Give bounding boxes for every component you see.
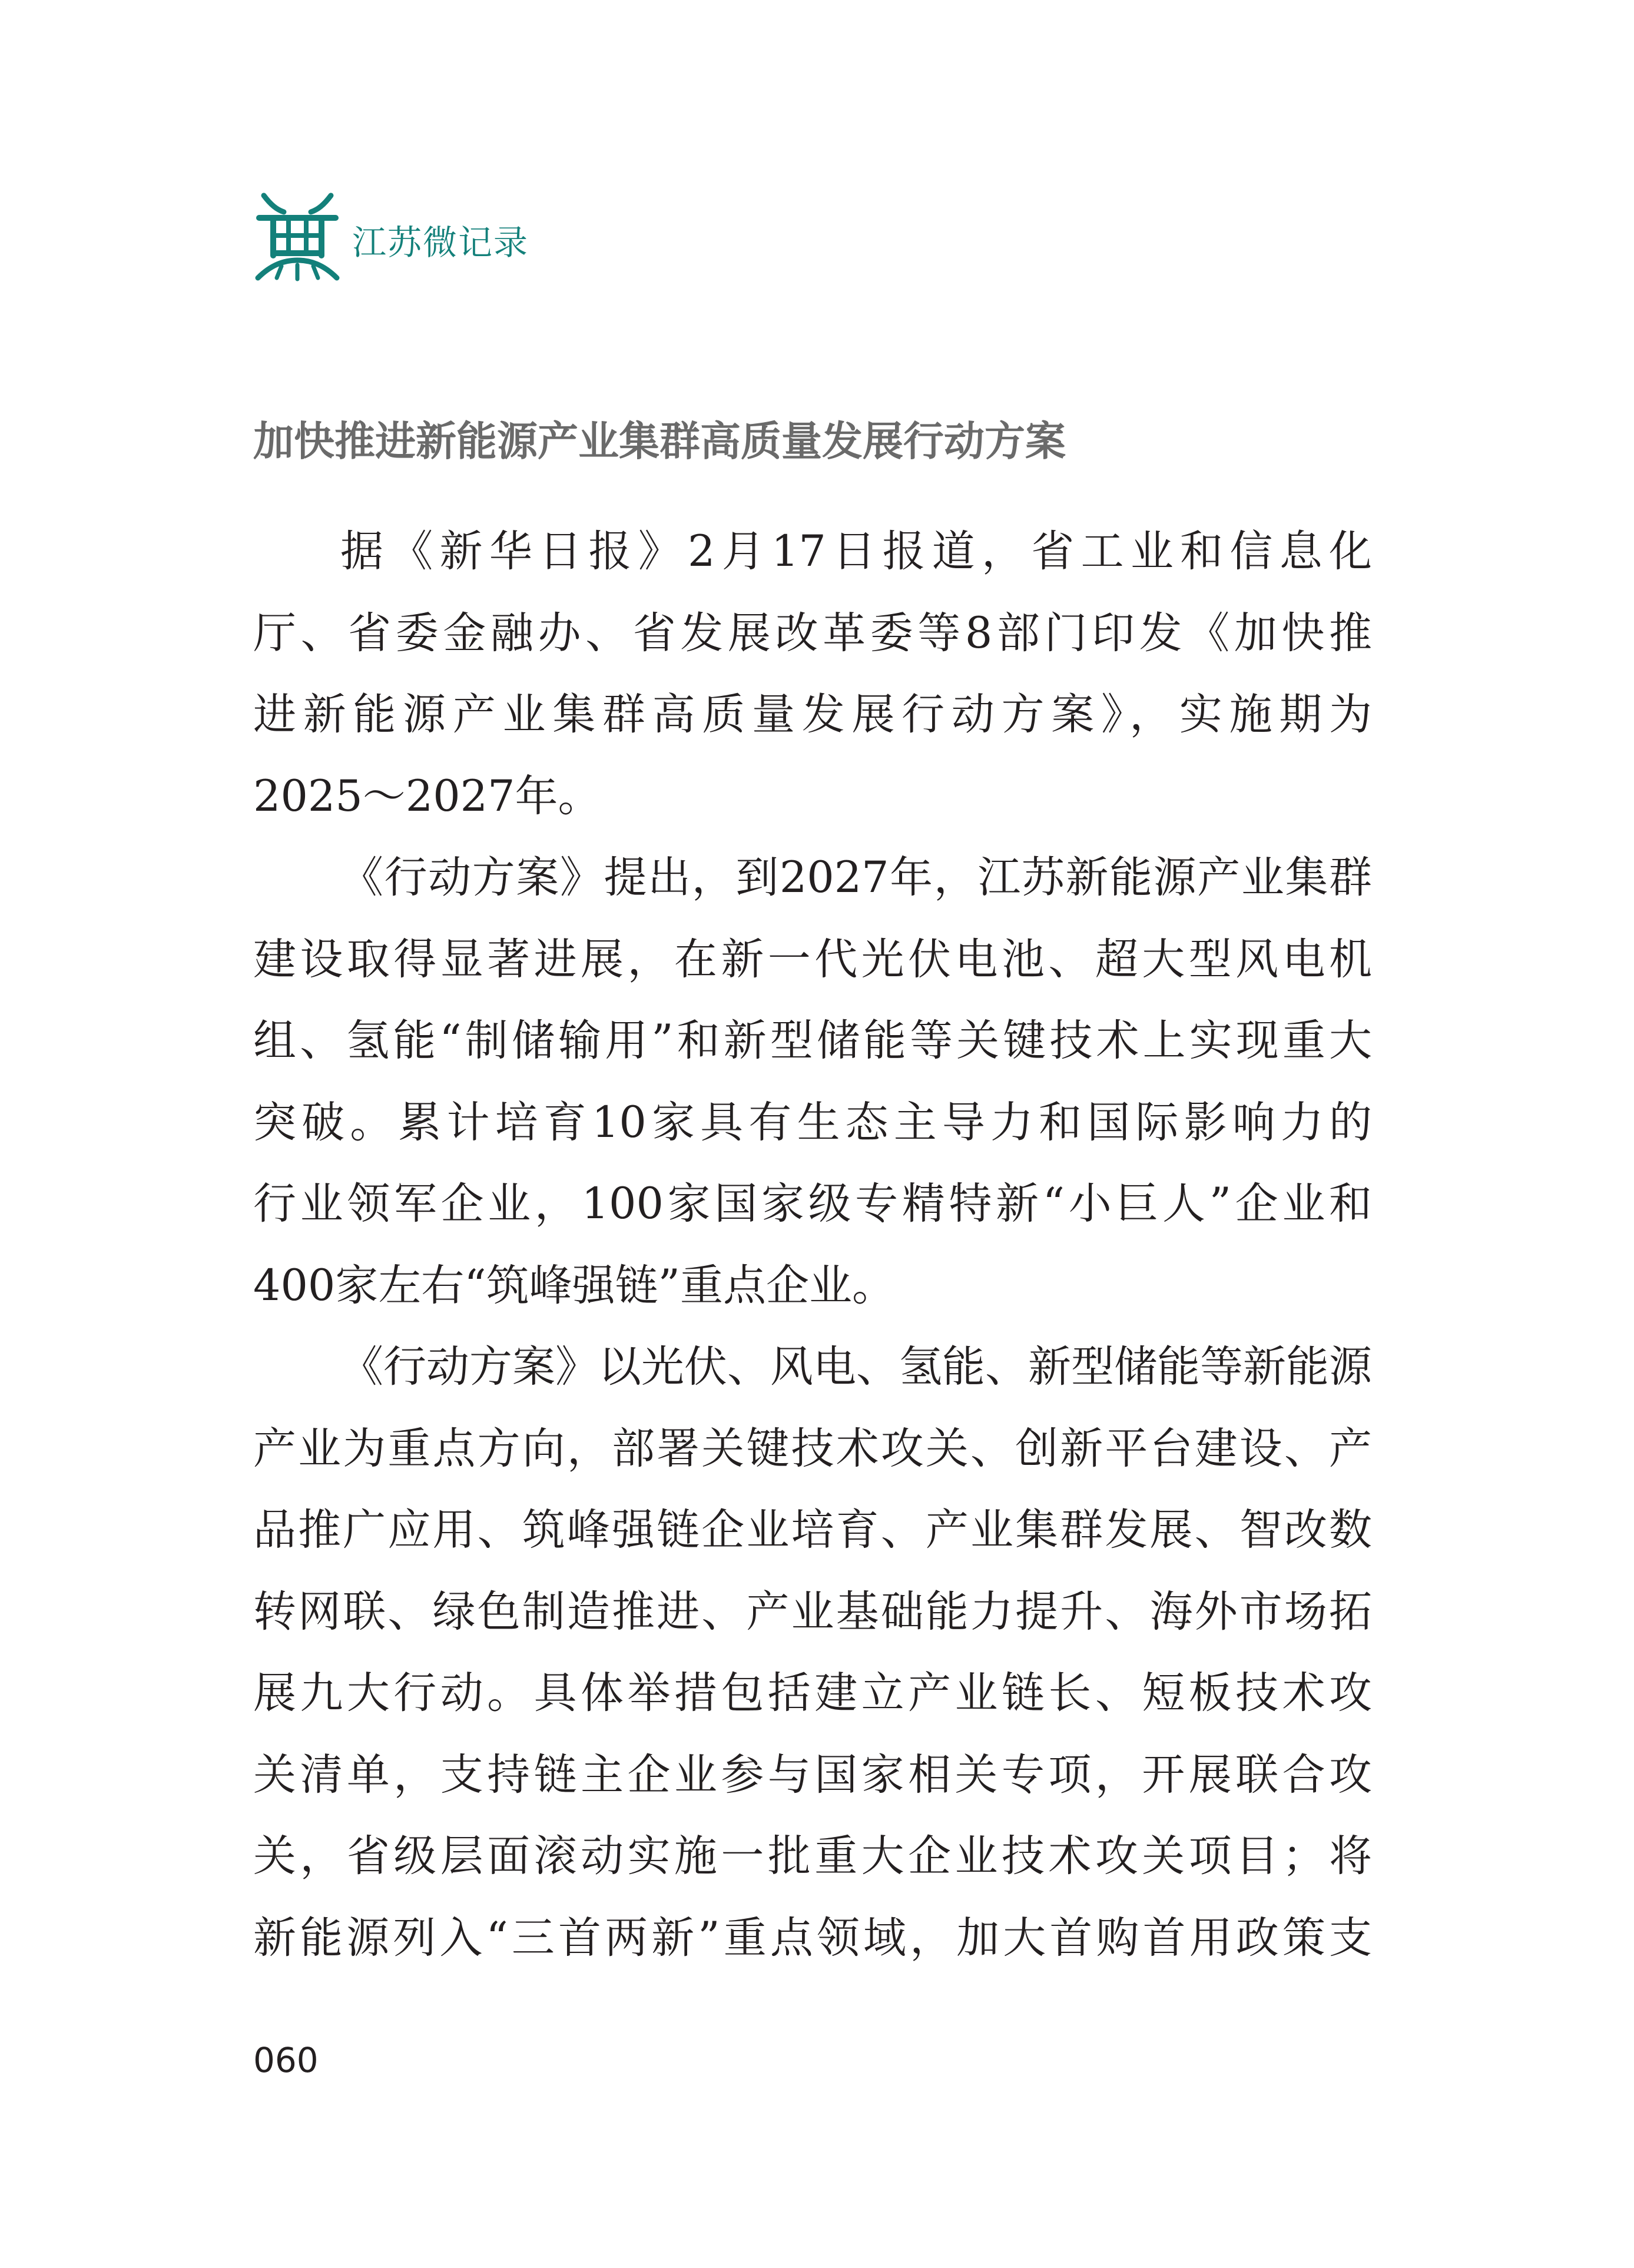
article-title: 加快推进新能源产业集群高质量发展行动方案 xyxy=(253,417,1066,465)
paragraph-line: 《行动方案》提出，到2027年，江苏新能源产业集群 xyxy=(340,853,1372,903)
paragraph-line: 建设取得显著进展，在新一代光伏电池、超大型风电机 xyxy=(253,934,1372,984)
jiangsu-logo-icon xyxy=(253,190,342,284)
paragraph-line: 突破。累计培育10家具有生态主导力和国际影响力的 xyxy=(253,1097,1372,1148)
paragraph-line: 厅、省委金融办、省发展改革委等8部门印发《加快推 xyxy=(253,608,1372,658)
page-header xyxy=(253,190,529,284)
header-title: 江苏微记录 xyxy=(352,223,529,263)
paragraph-line: 转网联、绿色制造推进、产业基础能力提升、海外市场拓 xyxy=(253,1586,1372,1637)
paragraph-line: 关，省级层面滚动实施一批重大企业技术攻关项目；将 xyxy=(253,1831,1372,1881)
paragraph-line: 据《新华日报》2月17日报道，省工业和信息化 xyxy=(340,526,1372,576)
paragraph-line: 400家左右“筑峰强链”重点企业。 xyxy=(253,1260,895,1311)
article-body xyxy=(253,511,1372,1979)
paragraph-line: 组、氢能“制储输用”和新型储能等关键技术上实现重大 xyxy=(253,1016,1372,1066)
paragraph-line: 进新能源产业集群高质量发展行动方案》，实施期为 xyxy=(253,689,1372,740)
paragraph-line: 品推广应用、筑峰强链企业培育、产业集群发展、智改数 xyxy=(253,1505,1372,1555)
paragraph-line: 行业领军企业，100家国家级专精特新“小巨人”企业和 xyxy=(253,1179,1372,1229)
paragraph-line: 《行动方案》以光伏、风电、氢能、新型储能等新能源 xyxy=(340,1342,1372,1392)
page-number: 060 xyxy=(253,2040,319,2080)
paragraph-line: 展九大行动。具体举措包括建立产业链长、短板技术攻 xyxy=(253,1668,1372,1718)
paragraph-line: 产业为重点方向，部署关键技术攻关、创新平台建设、产 xyxy=(253,1423,1372,1474)
paragraph-line: 新能源列入“三首两新”重点领域，加大首购首用政策支 xyxy=(253,1912,1372,1963)
paragraph-line: 关清单，支持链主企业参与国家相关专项，开展联合攻 xyxy=(253,1749,1372,1800)
paragraph-line: 2025～2027年。 xyxy=(253,771,601,821)
